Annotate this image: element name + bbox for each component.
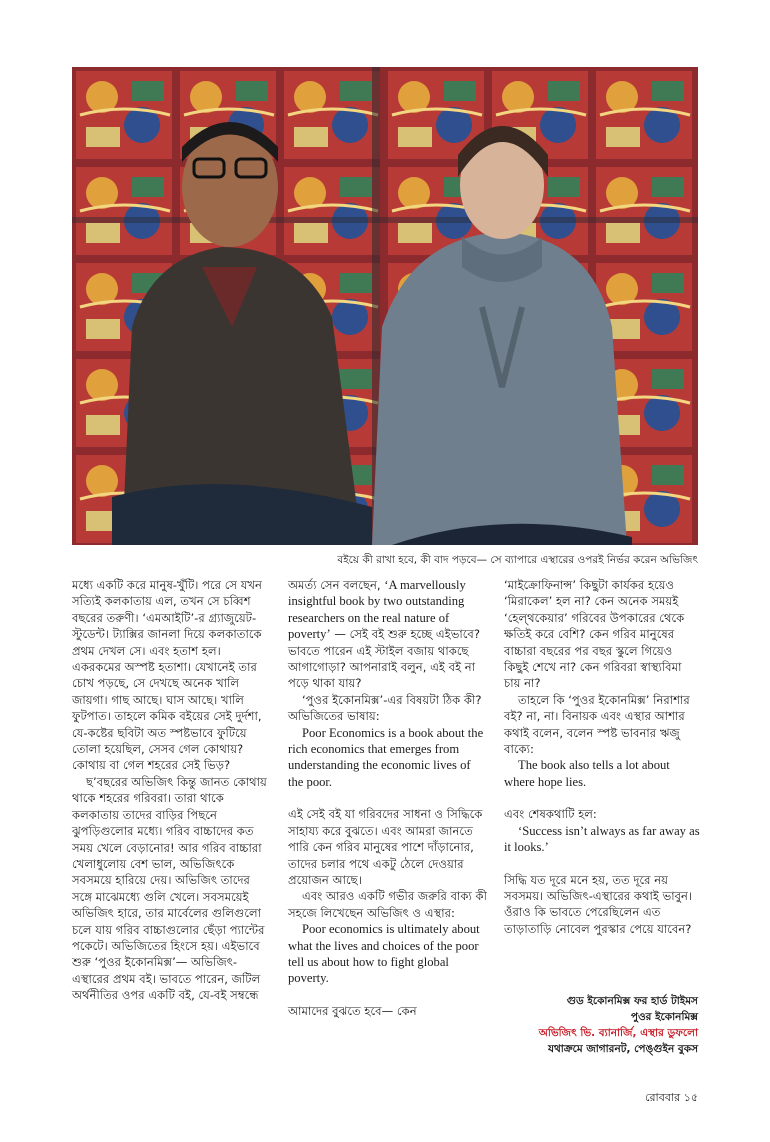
article-column-3 bbox=[504, 577, 700, 937]
paragraph: এবং শেষকথাটি হল: bbox=[504, 807, 597, 822]
quote-text: The book also tells a lot about where hope lies. bbox=[504, 758, 670, 789]
photo-illustration bbox=[72, 67, 698, 545]
quote-text: ‘A marvellously insightful book by two outstanding researchers on the real nature of poverty’ bbox=[288, 578, 466, 642]
paragraph: মধ্যে একটি করে মানুষ-খুঁটি। পরে সে যখন সত্যিই কলকাতায় এল, তখন সে চব্বিশ বছরের তরুণী। ‘এমআইটি’-র গ্র্যাজুয়েট-স্টুডেন্ট। ট্যাক্সির জানলা দিয়ে কলকাতাকে প্রথম দেখল সে। এবং হতাশ হল। একরকমের অস্পষ্ট হতাশা। যেখানেই তার চোখ পড়ছে, সে দেখছে অনেক খালি জায়গা। গাছ আছে। ঘাস আছে। খালি ফুটপাত। তাহলে কমিক বইয়ের সেই দুর্দশা, যে-কষ্টের ছবিটা অত স্পষ্টভাবে ফুটিয়ে তোলা হয়েছিল, সেসব গেল কোথায়? কোথায় বা গেল শহরের সেই ভিড়? bbox=[72, 578, 262, 773]
quote-text: Poor Economics is a book about the rich economics that emerges from understanding the economic lives of the poor. bbox=[288, 725, 484, 789]
paragraph: ছ’বছরের অভিজিৎ কিন্তু জানত কোথায় থাকে শহরের গরিবরা। তারা থাকে কলকাতায় তাদের বাড়ির পিছনে ঝুপড়িগুলোর মধ্যে। গরিব বাচ্চাদের কত সময় খেলে বেড়ানোর! আর গরিব বাচ্চারা খেলাধুলোয় বেশ ভাল, অভিজিৎকে সবসময়ে হারিয়ে দেয়। অভিজিৎ তাদের সঙ্গে মাঝেমধ্যে গুলি খেলে। সবসময়েই অভিজিৎ হারে, তার মার্বেলের গুলিগুলো চলে যায় গরিব বাচ্চাগুলোর ছেঁড়া প্যান্টের পকেটে। অভিজিতের হিংসে হয়। এইভাবে শুরু ‘পুওর ইকোনমিক্স’— অভিজিৎ-এস্থারের প্রথম বই। ভাবতে পারেন, জটিল অর্থনীতির ওপর একটি বই, যে-বই সম্বন্ধে bbox=[72, 774, 267, 1003]
article-column-1 bbox=[72, 577, 272, 1004]
quote-text: ‘Success isn’t always as far away as it looks.’ bbox=[504, 823, 700, 855]
text-run: — সেই বই শুরু হচ্ছে এইভাবে? ভাবতে পারেন এই স্টাইল বজায় থাকছে আগাগোড়া? আপনারাই বলুন, এই বই না পড়ে থাকা যায়? bbox=[288, 627, 480, 691]
photo-caption: বইয়ে কী রাখা হবে, কী বাদ পড়বে— সে ব্যাপারে এস্থারের ওপরই নির্ভর করেন অভিজিৎ bbox=[337, 554, 698, 566]
paragraph: তাহলে কি ‘পুওর ইকোনমিক্স’ নিরাশার বই? না, না। বিনায়ক এবং এস্থার আশার কথাই বলেন, বলেন স্পষ্ট ভাবনার ঋজু বাক্যে: bbox=[504, 692, 690, 757]
book-title: পুওর ইকোনমিক্স bbox=[630, 1011, 698, 1023]
article-column-2 bbox=[288, 577, 488, 1019]
paragraph: ‘পুওর ইকোনমিক্স’-এর বিষয়টা ঠিক কী? অভিজিতের ভাষায়: bbox=[288, 692, 482, 724]
paragraph: ‘মাইক্রোফিনান্স’ কিছুটা কার্যকর হয়েও ‘মিরাকেল’ হল না? কেন অনেক সময়ই ‘হেল্থকেয়ার’ গরিবের উপকারের থেকে ক্ষতিই করে বেশি? কেন গরিব মানুষের বাচ্চারা বছরের পর বছর স্কুলে গিয়েও কিছুই শেখে না? কেন গরিবরা স্বাস্থ্যবিমা চায় না? bbox=[504, 578, 685, 691]
paragraph: সিদ্ধি যত দূরে মনে হয়, তত দূরে নয় সবসময়। অভিজিৎ-এস্থারের কথাই ভাবুন। ওঁরাও কি ভাবতে পেরেছিলেন এত তাড়াতাড়ি নোবেল পুরস্কার পেয়ে যাবেন? bbox=[504, 872, 693, 936]
paragraph: এবং আরও একটি গভীর জরুরি বাক্য কী সহজে লিখেছেন অভিজিৎ ও এস্থার: bbox=[288, 889, 487, 920]
paragraph bbox=[288, 577, 488, 692]
book-title: গুড ইকোনমিক্স ফর হার্ড টাইমস bbox=[566, 995, 698, 1007]
book-publishers: যথাক্রমে জাগারনট, পেঙ্গুইন বুকস bbox=[547, 1043, 698, 1055]
text-run: অমর্ত্য সেন বলছেন, bbox=[288, 578, 381, 592]
page-number: রোববার ১৫ bbox=[645, 1091, 698, 1104]
paragraph: আমাদের বুঝতে হবে— কেন bbox=[288, 1003, 417, 1018]
book-credits bbox=[539, 993, 698, 1057]
authors-photo bbox=[72, 67, 698, 545]
book-authors: অভিজিৎ ভি. ব্যানার্জি, এস্থার ডুফলো bbox=[538, 1027, 698, 1039]
quote-text: Poor economics is ultimately about what the lives and choices of the poor tell us about how to fight global poverty. bbox=[288, 922, 480, 986]
paragraph: এই সেই বই যা গরিবদের সাধনা ও সিদ্ধিকে সাহায্য করে বুঝতে। এবং আমরা জানতে পারি কেন গরিব মানুষের পাশে দাঁড়ানোর, তাদের চলার পথে একটু ঠেলে দেওয়ার প্রয়োজন আছে। bbox=[288, 807, 483, 887]
